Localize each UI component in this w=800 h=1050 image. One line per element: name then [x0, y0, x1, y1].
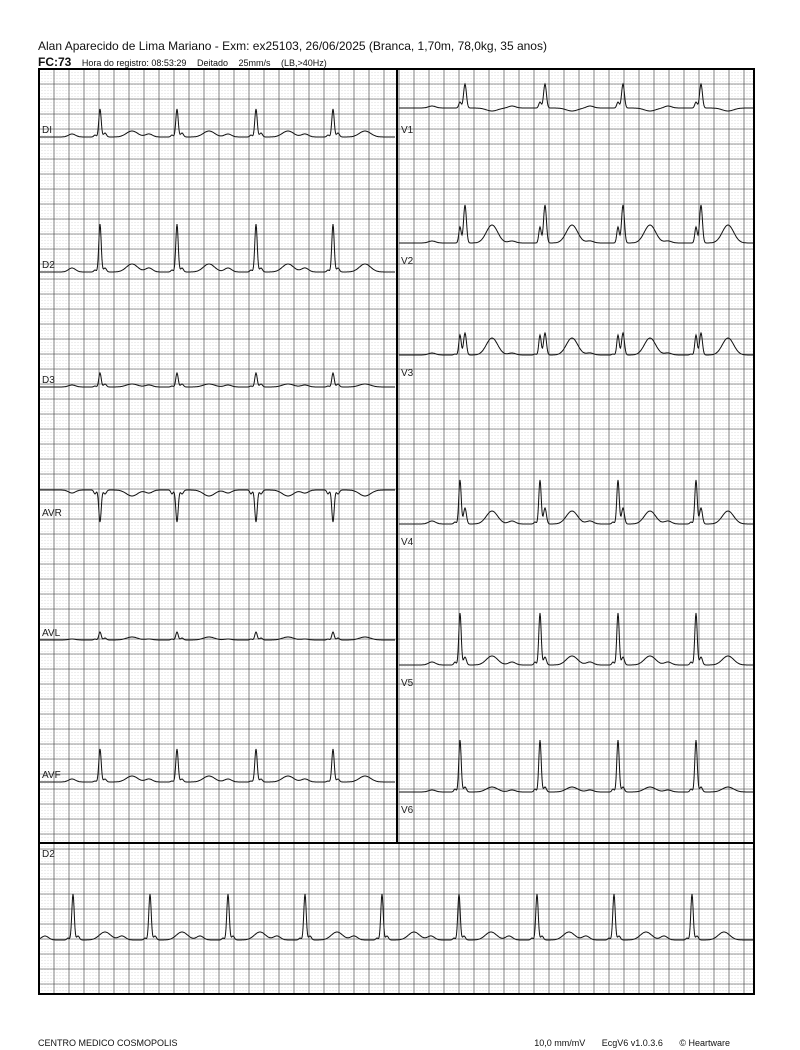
lead-label-v1: V1	[401, 125, 414, 136]
filter-setting: (LB,>40Hz)	[281, 58, 327, 68]
trace-d2	[40, 224, 395, 272]
lead-label-v6: V6	[401, 805, 414, 816]
clinic-name: CENTRO MEDICO COSMOPOLIS	[38, 1038, 178, 1048]
lead-label-v4: V4	[401, 537, 414, 548]
lead-label-v2: V2	[401, 256, 414, 267]
patient-info: Alan Aparecido de Lima Mariano - Exm: ex25103, 26/06/2025 (Branca, 1,70m, 78,0kg, 35 anos)	[38, 39, 547, 53]
patient-position: Deitado	[196, 58, 228, 68]
lead-label-rhythm: D2	[42, 849, 55, 860]
device-info	[520, 1038, 730, 1048]
trace-avr	[40, 490, 395, 522]
lead-label-avf: AVF	[42, 770, 61, 781]
register-time: Hora do registro: 08:53:29	[81, 58, 187, 68]
lead-label-d3: D3	[42, 375, 55, 386]
lead-label-di: DI	[42, 125, 52, 136]
paper-speed: 25mm/s	[238, 58, 271, 68]
trace-d3	[40, 373, 395, 387]
gain-setting: 10,0 mm/mV	[534, 1038, 586, 1048]
heart-rate: FC:73	[38, 55, 72, 69]
lead-label-avr: AVR	[42, 508, 62, 519]
lead-label-d2: D2	[42, 260, 55, 271]
trace-avf	[40, 749, 395, 782]
lead-label-v3: V3	[401, 368, 414, 379]
lead-label-v5: V5	[401, 678, 414, 689]
trace-v1	[399, 84, 753, 111]
software-version: EcgV6 v1.0.3.6	[601, 1038, 663, 1048]
vendor-name: © Heartware	[679, 1038, 730, 1048]
lead-label-avl: AVL	[42, 628, 61, 639]
trace-di	[40, 109, 395, 137]
